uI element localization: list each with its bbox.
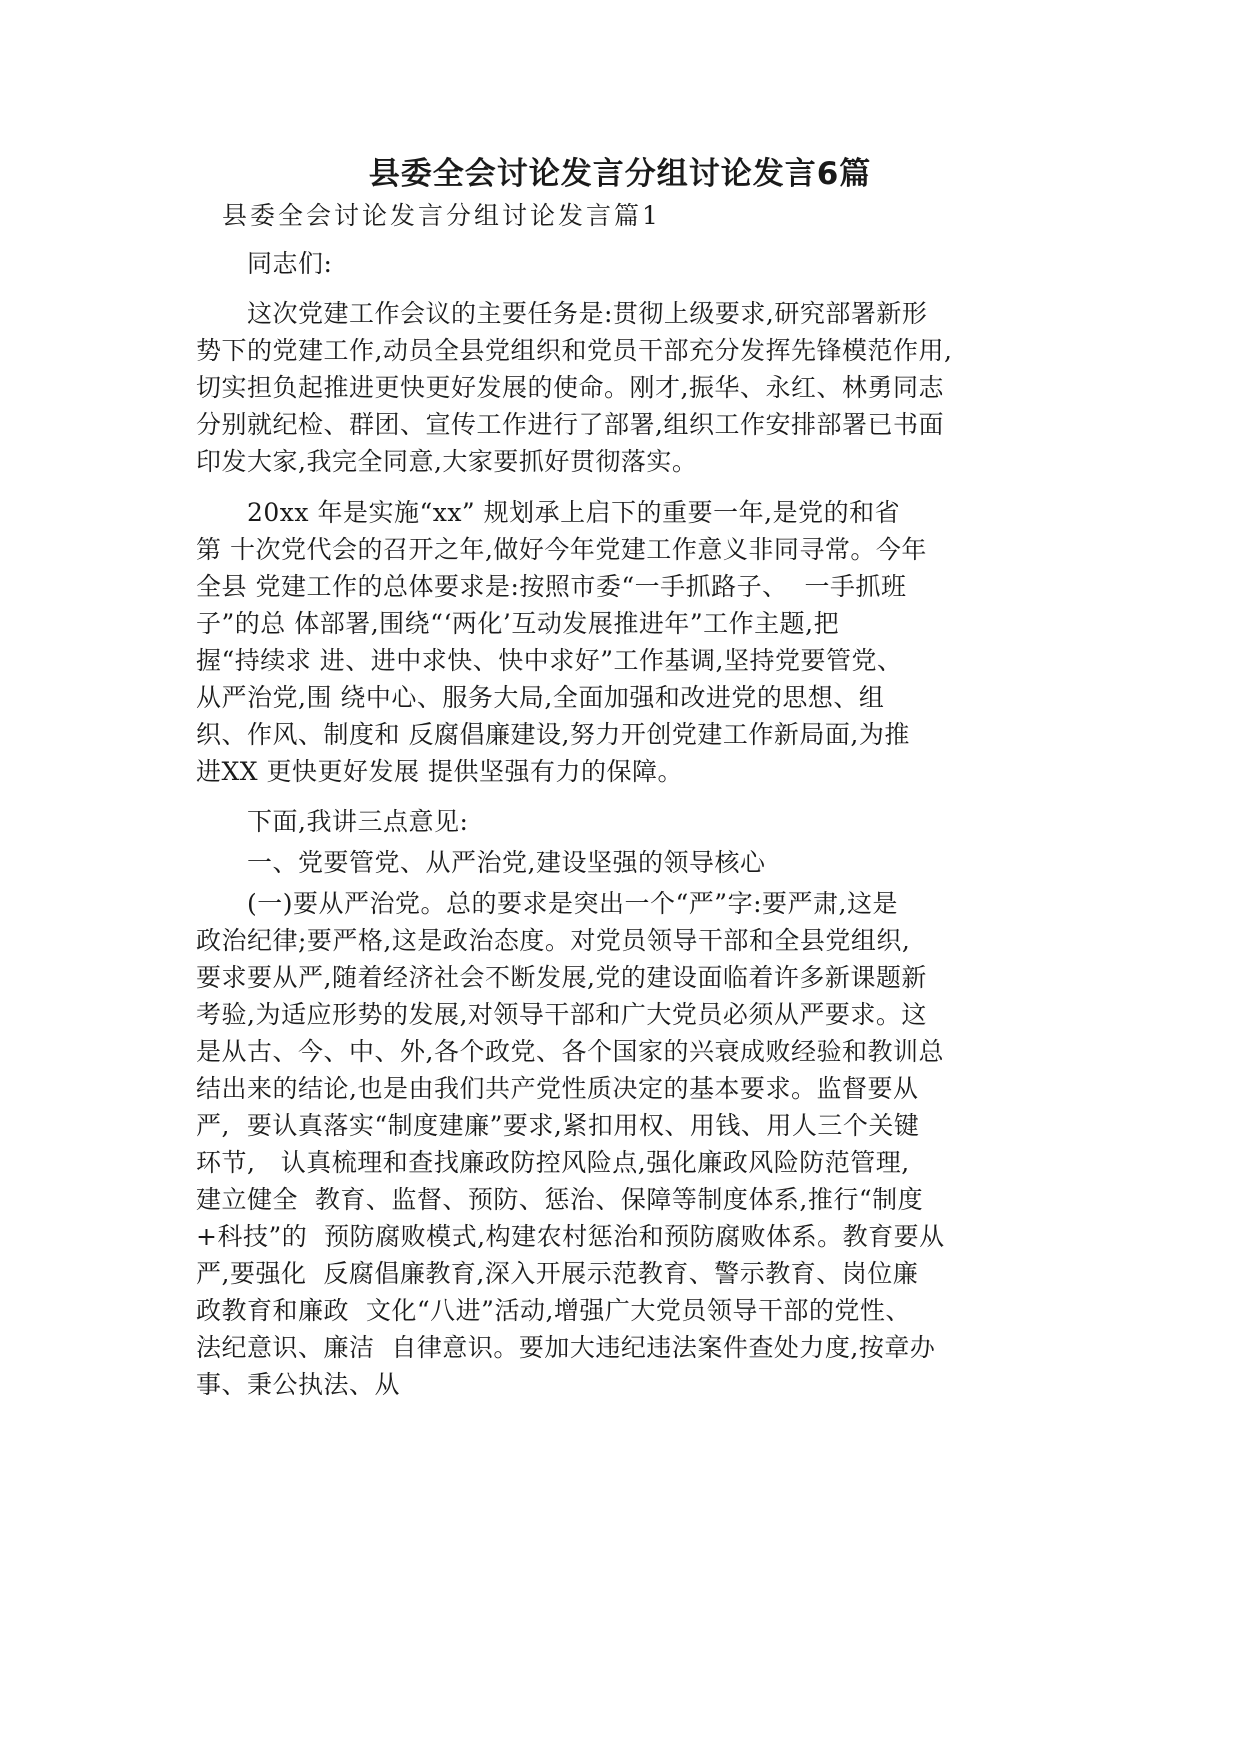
- paragraph-line: 20xx 年是实施“xx” 规划承上启下的重要一年,是党的和省: [247, 498, 901, 527]
- paragraph-line: 政教育和廉政 文化“八进”活动,增强广大党员领导干部的党性、: [196, 1296, 911, 1325]
- paragraph-line: 第 十次党代会的召开之年,做好今年党建工作意义非同寻常。今年: [196, 535, 927, 564]
- paragraph-line: 政治纪律;要严格,这是政治态度。对党员领导干部和全县党组织,: [196, 926, 911, 955]
- paragraph-line: 印发大家,我完全同意,大家要抓好贯彻落实。: [196, 447, 698, 476]
- paragraph-line: 这次党建工作会议的主要任务是:贯彻上级要求,研究部署新形: [247, 299, 928, 328]
- intro-line: 下面,我讲三点意见:: [247, 807, 469, 836]
- paragraph-line: 事、秉公执法、从: [196, 1370, 401, 1399]
- paragraph-line: +科技”的 预防腐败模式,构建农村惩治和预防腐败体系。教育要从: [196, 1222, 945, 1251]
- paragraph-line: 考验,为适应形势的发展,对领导干部和广大党员必须从严要求。这: [196, 1000, 927, 1029]
- paragraph-line: 严, 要认真落实“制度建廉”要求,紧扣用权、用钱、用人三个关键: [196, 1111, 920, 1140]
- paragraph-line: 握“持续求 进、进中求快、快中求好”工作基调,坚持党要管党、: [196, 646, 903, 675]
- paragraph-line: 严,要强化 反腐倡廉教育,深入开展示范教育、警示教育、岗位廉: [196, 1259, 919, 1288]
- paragraph-line: 结出来的结论,也是由我们共产党性质决定的基本要求。监督要从: [196, 1074, 919, 1103]
- paragraph-line: 环节, 认真梳理和查找廉政防控风险点,强化廉政风险防范管理,: [196, 1148, 910, 1177]
- paragraph-line: 法纪意识、廉洁 自律意识。要加大违纪违法案件查处力度,按章办: [196, 1333, 936, 1362]
- paragraph-line: 分别就纪检、群团、宣传工作进行了部署,组织工作安排部署已书面: [196, 410, 944, 439]
- paragraph-line: (一)要从严治党。总的要求是突出一个“严”字:要严肃,这是: [247, 889, 898, 918]
- paragraph-line: 从严治党,围 绕中心、服务大局,全面加强和改进党的思想、组: [196, 683, 885, 712]
- paragraph-line: 是从古、今、中、外,各个政党、各个国家的兴衰成败经验和教训总: [196, 1037, 944, 1066]
- paragraph-line: 子”的总 体部署,围绕“‘两化’互动发展推进年”工作主题,把: [196, 609, 840, 638]
- paragraph-line: 势下的党建工作,动员全县党组织和党员干部充分发挥先锋模范作用,: [196, 336, 953, 365]
- document-subtitle: 县委全会讨论发言分组讨论发言篇1: [222, 201, 661, 230]
- section-heading: 一、党要管党、从严治党,建设坚强的领导核心: [247, 848, 766, 877]
- paragraph-line: 切实担负起推进更快更好发展的使命。刚才,振华、永红、林勇同志: [196, 373, 944, 402]
- paragraph-line: 要求要从严,随着经济社会不断发展,党的建设面临着许多新课题新: [196, 963, 927, 992]
- paragraph-line: 织、作风、制度和 反腐倡廉建设,努力开创党建工作新局面,为推: [196, 720, 910, 749]
- document-title: 县委全会讨论发言分组讨论发言6篇: [368, 156, 872, 192]
- salutation: 同志们:: [247, 249, 333, 278]
- paragraph-line: 建立健全 教育、监督、预防、惩治、保障等制度体系,推行“制度: [196, 1185, 924, 1214]
- paragraph-line: 进XX 更快更好发展 提供坚强有力的保障。: [196, 757, 683, 786]
- paragraph-line: 全县 党建工作的总体要求是:按照市委“一手抓路子、 一手抓班: [196, 572, 907, 601]
